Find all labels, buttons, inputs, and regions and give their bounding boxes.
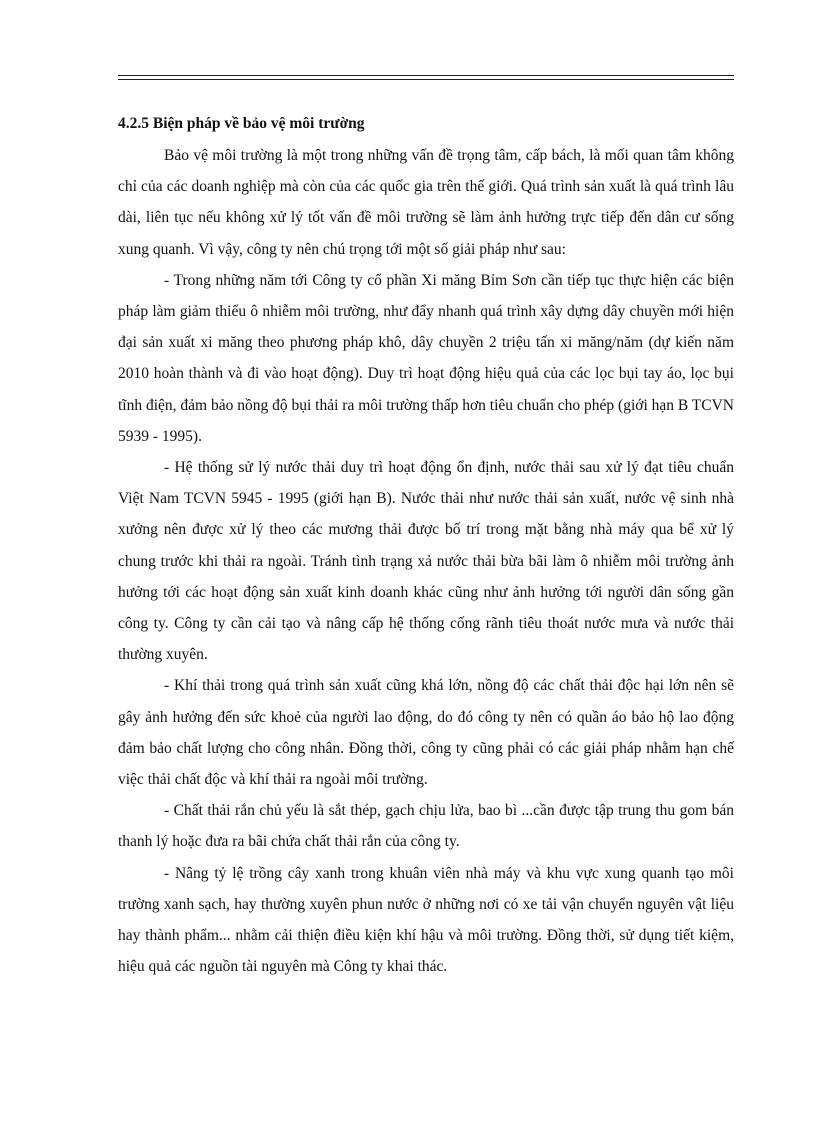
paragraph-solid-waste: - Chất thải rắn chủ yếu là sắt thép, gạch chịu lửa, bao bì ...cần được tập trung thu gom bán thanh lý hoặc đưa ra bãi chứa chất thải rắn của công ty. <box>118 802 734 851</box>
paragraph-dust-reduction: - Trong những năm tới Công ty cổ phần Xi măng Bỉm Sơn cần tiếp tục thực hiện các biện pháp làm giảm thiểu ô nhiễm môi trường, như đẩy nhanh quá trình xây dựng dây chuyền mới hiện đại sản xuất xi măng theo phương pháp khô, dây chuyền 2 triệu tấn xi măng/năm (dự kiến năm 2010 hoàn thành và đi vào hoạt động). Duy trì hoạt động hiệu quả của các lọc bụi tay áo, lọc bụi tĩnh điện, đảm bảo nồng độ bụi thải ra môi trường thấp hơn tiêu chuẩn cho phép (giới hạn B TCVN 5939 - 1995). <box>118 271 735 445</box>
paragraph-exhaust-gas: - Khí thải trong quá trình sản xuất cũng khá lớn, nồng độ các chất thải độc hại lớn nên sẽ gây ảnh hưởng đến sức khoẻ của người lao động, do đó công ty nên có quần áo bảo hộ lao động đảm bảo chất lượng cho công nhân. Đồng thời, công ty cũng phải có các giải pháp nhằm hạn chế việc thải chất độc và khí thải ra ngoài môi trường. <box>118 677 734 789</box>
paragraph-green-trees: - Nâng tỷ lệ trồng cây xanh trong khuân viên nhà máy và khu vực xung quanh tạo môi trường xanh sạch, hay thường xuyên phun nước ở những nơi có xe tải vận chuyển nguyên vật liệu hay thành phẩm... nhằm cải thiện điều kiện khí hậu và môi trường. Đồng thời, sử dụng tiết kiệm, hiệu quả các nguồn tài nguyên mà Công ty khai thác. <box>118 864 734 976</box>
paragraph-wastewater: - Hệ thống sử lý nước thải duy trì hoạt động ổn định, nước thải sau xử lý đạt tiêu chuẩn Việt Nam TCVN 5945 - 1995 (giới hạn B). Nước thải như nước thải sản xuất, nước vệ sinh nhà xưởng nên được xử lý theo các mương thải được bố trí trong mặt bằng nhà máy qua bể xử lý chung trước khi thải ra ngoài. Tránh tình trạng xả nước thải bừa bãi làm ô nhiễm môi trường ảnh hưởng tới các hoạt động sản xuất kinh doanh khác cũng như ảnh hưởng tới người dân sống gần công ty. Công ty cần cải tạo và nâng cấp hệ thống cống rãnh tiêu thoát nước mưa và nước thải thường xuyên. <box>118 459 734 664</box>
section-heading: 4.2.5 Biện pháp về bảo vệ môi trường <box>118 115 365 132</box>
document-body <box>118 112 734 982</box>
paragraph-intro: Bảo vệ môi trường là một trong những vấn đề trọng tâm, cấp bách, là mối quan tâm không chỉ của các doanh nghiệp mà còn của các quốc gia trên thế giới. Quá trình sản xuất là quá trình lâu dài, liên tục nếu không xử lý tốt vấn đề môi trường sẽ làm ảnh hưởng trực tiếp đến dân cư sống xung quanh. Vì vậy, công ty nên chú trọng tới một số giải pháp như sau: <box>118 147 734 258</box>
header-double-rule <box>118 75 734 80</box>
